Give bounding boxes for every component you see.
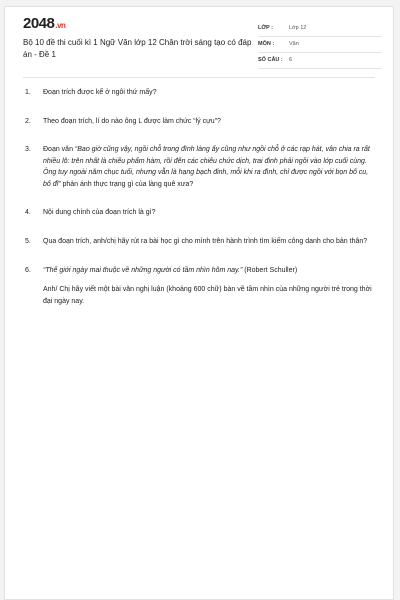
question-number: 4. xyxy=(25,208,31,216)
header-divider xyxy=(23,77,375,78)
meta-count-value: 6 xyxy=(289,57,293,63)
question-text xyxy=(43,144,375,190)
question-quote: “Thế giới ngày mai thuộc về những người có tầm nhìn hôm nay.” xyxy=(43,266,243,274)
logo-tld: .vn xyxy=(55,21,66,30)
site-logo[interactable] xyxy=(23,15,65,32)
question-text: Theo đoạn trích, lí do nào ông L được làm chức “lý cựu”? xyxy=(43,117,221,125)
meta-class-row xyxy=(258,21,382,37)
question-task: Anh/ Chị hãy viết một bài văn nghị luận (khoảng 600 chữ) bàn về tầm nhìn của những người trẻ trong thời đại ngày nay. xyxy=(43,286,372,305)
question-3 xyxy=(25,144,375,190)
question-list xyxy=(25,87,375,308)
meta-class-label: LỚP : xyxy=(258,25,273,31)
quote-author: (Robert Schuller) xyxy=(242,266,298,274)
question-number: 1. xyxy=(25,89,31,96)
question-number: 6. xyxy=(25,266,31,274)
question-prefix: Đoạn văn xyxy=(43,146,75,154)
document-title: Bộ 10 đề thi cuối kì 1 Ngữ Văn lớp 12 Chân trời sáng tạo có đáp án - Đề 1 xyxy=(23,38,252,59)
question-6 xyxy=(25,265,375,308)
question-number: 2. xyxy=(25,117,31,125)
question-text xyxy=(43,265,375,277)
document-header xyxy=(5,7,393,77)
question-1 xyxy=(25,87,375,99)
question-number: 5. xyxy=(25,238,31,246)
meta-subject-value: Văn xyxy=(289,41,299,47)
meta-count-row xyxy=(258,53,382,69)
document-meta xyxy=(258,21,382,69)
question-quote: “Bao giờ cũng vậy, ngồi chỗ trong đình làng ấy cũng như ngồi chỗ ở các rạp hát, vân chia ra rất nhiều lô: trên nhất là chiếu phẩm hàm, rồi đến các chiếu chức dịch, trai đinh phải ngồi vào lớp cuối cùng. Ông tuy ngoài năm chục tuổi, nhưng vẫn là hạng bạch đinh, mỗi khi ra đình, chỉ được ngồi với bọn bố cu, bố đĩ” xyxy=(43,146,370,188)
meta-count-label: SỐ CÂU : xyxy=(258,57,283,63)
document-page xyxy=(4,6,394,600)
question-text: Nội dung chính của đoạn trích là gì? xyxy=(43,208,156,216)
meta-subject-label: MÔN : xyxy=(258,41,275,47)
question-5 xyxy=(25,236,375,248)
question-2 xyxy=(25,116,375,128)
question-text: Qua đoạn trích, anh/chị hãy rút ra bài học gì cho mình trên hành trình tìm kiếm công danh cho bản thân? xyxy=(43,238,368,246)
logo-brand: 2048 xyxy=(23,15,55,32)
question-suffix: phản ánh thực trạng gì của làng quê xưa? xyxy=(60,180,194,188)
question-4 xyxy=(25,207,375,219)
question-text: Đoạn trích được kể ở ngôi thứ mấy? xyxy=(43,89,157,96)
question-number: 3. xyxy=(25,146,31,154)
meta-subject-row xyxy=(258,37,382,53)
meta-class-value: Lớp 12 xyxy=(289,25,307,31)
